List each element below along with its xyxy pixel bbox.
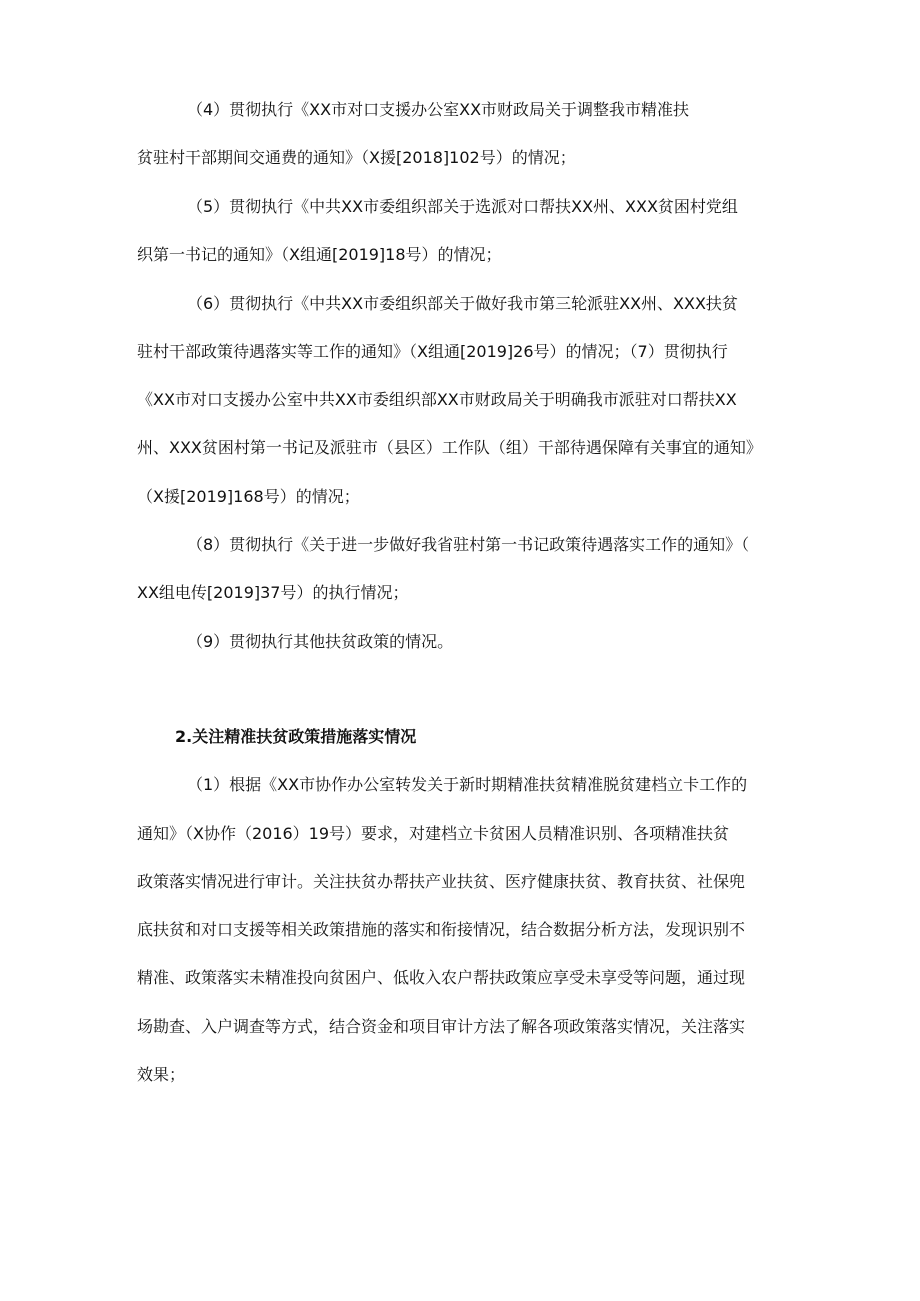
paragraph-line: （9）贯彻执行其他扶贫政策的情况。 — [187, 632, 454, 651]
paragraph-line: 贫驻村干部期间交通费的通知》（X援[2018]102号）的情况； — [137, 148, 576, 167]
paragraph-line: 《XX市对口支援办公室中共XX市委组织部XX市财政局关于明确我市派驻对口帮扶XX — [137, 390, 737, 409]
paragraph-line: （1）根据《XX市协作办公室转发关于新时期精准扶贫精准脱贫建档立卡工作的 — [187, 775, 748, 794]
paragraph-line: 效果； — [137, 1065, 186, 1084]
paragraph-line: 底扶贫和对口支援等相关政策措施的落实和衔接情况，结合数据分析方法，发现识别不 — [137, 920, 746, 939]
paragraph-line: 织第一书记的通知》（X组通[2019]18号）的情况； — [137, 245, 502, 264]
paragraph-line: （5）贯彻执行《中共XX市委组织部关于选派对口帮扶XX州、XXX贫困村党组 — [187, 197, 738, 216]
paragraph-line: 政策落实情况进行审计。关注扶贫办帮扶产业扶贫、医疗健康扶贫、教育扶贫、社保兜 — [137, 872, 746, 891]
paragraph-line: 驻村干部政策待遇落实等工作的通知》（X组通[2019]26号）的情况；（7）贯彻执行 — [137, 342, 728, 361]
paragraph-line: 场勘查、入户调查等方式，结合资金和项目审计方法了解各项政策落实情况，关注落实 — [137, 1017, 746, 1036]
paragraph-line: （6）贯彻执行《中共XX市委组织部关于做好我市第三轮派驻XX州、XXX扶贫 — [187, 294, 738, 313]
paragraph-line: （4）贯彻执行《XX市对口支援办公室XX市财政局关于调整我市精准扶 — [187, 100, 690, 119]
section-heading: 2.关注精准扶贫政策措施落实情况 — [175, 727, 417, 746]
paragraph-line: XX组电传[2019]37号）的执行情况； — [137, 583, 409, 602]
paragraph-line: 州、XXX贫困村第一书记及派驻市（县区）工作队（组）干部待遇保障有关事宜的通知》 — [137, 438, 762, 457]
paragraph-line: 精准、政策落实未精准投向贫困户、低收入农户帮扶政策应享受未享受等问题，通过现 — [137, 968, 746, 987]
paragraph-line: （X援[2019]168号）的情况； — [137, 487, 360, 506]
paragraph-line: 通知》（X协作（2016）19号）要求，对建档立卡贫困人员精准识别、各项精准扶贫 — [137, 824, 730, 843]
paragraph-line: （8）贯彻执行《关于进一步做好我省驻村第一书记政策待遇落实工作的通知》（ — [187, 535, 750, 554]
